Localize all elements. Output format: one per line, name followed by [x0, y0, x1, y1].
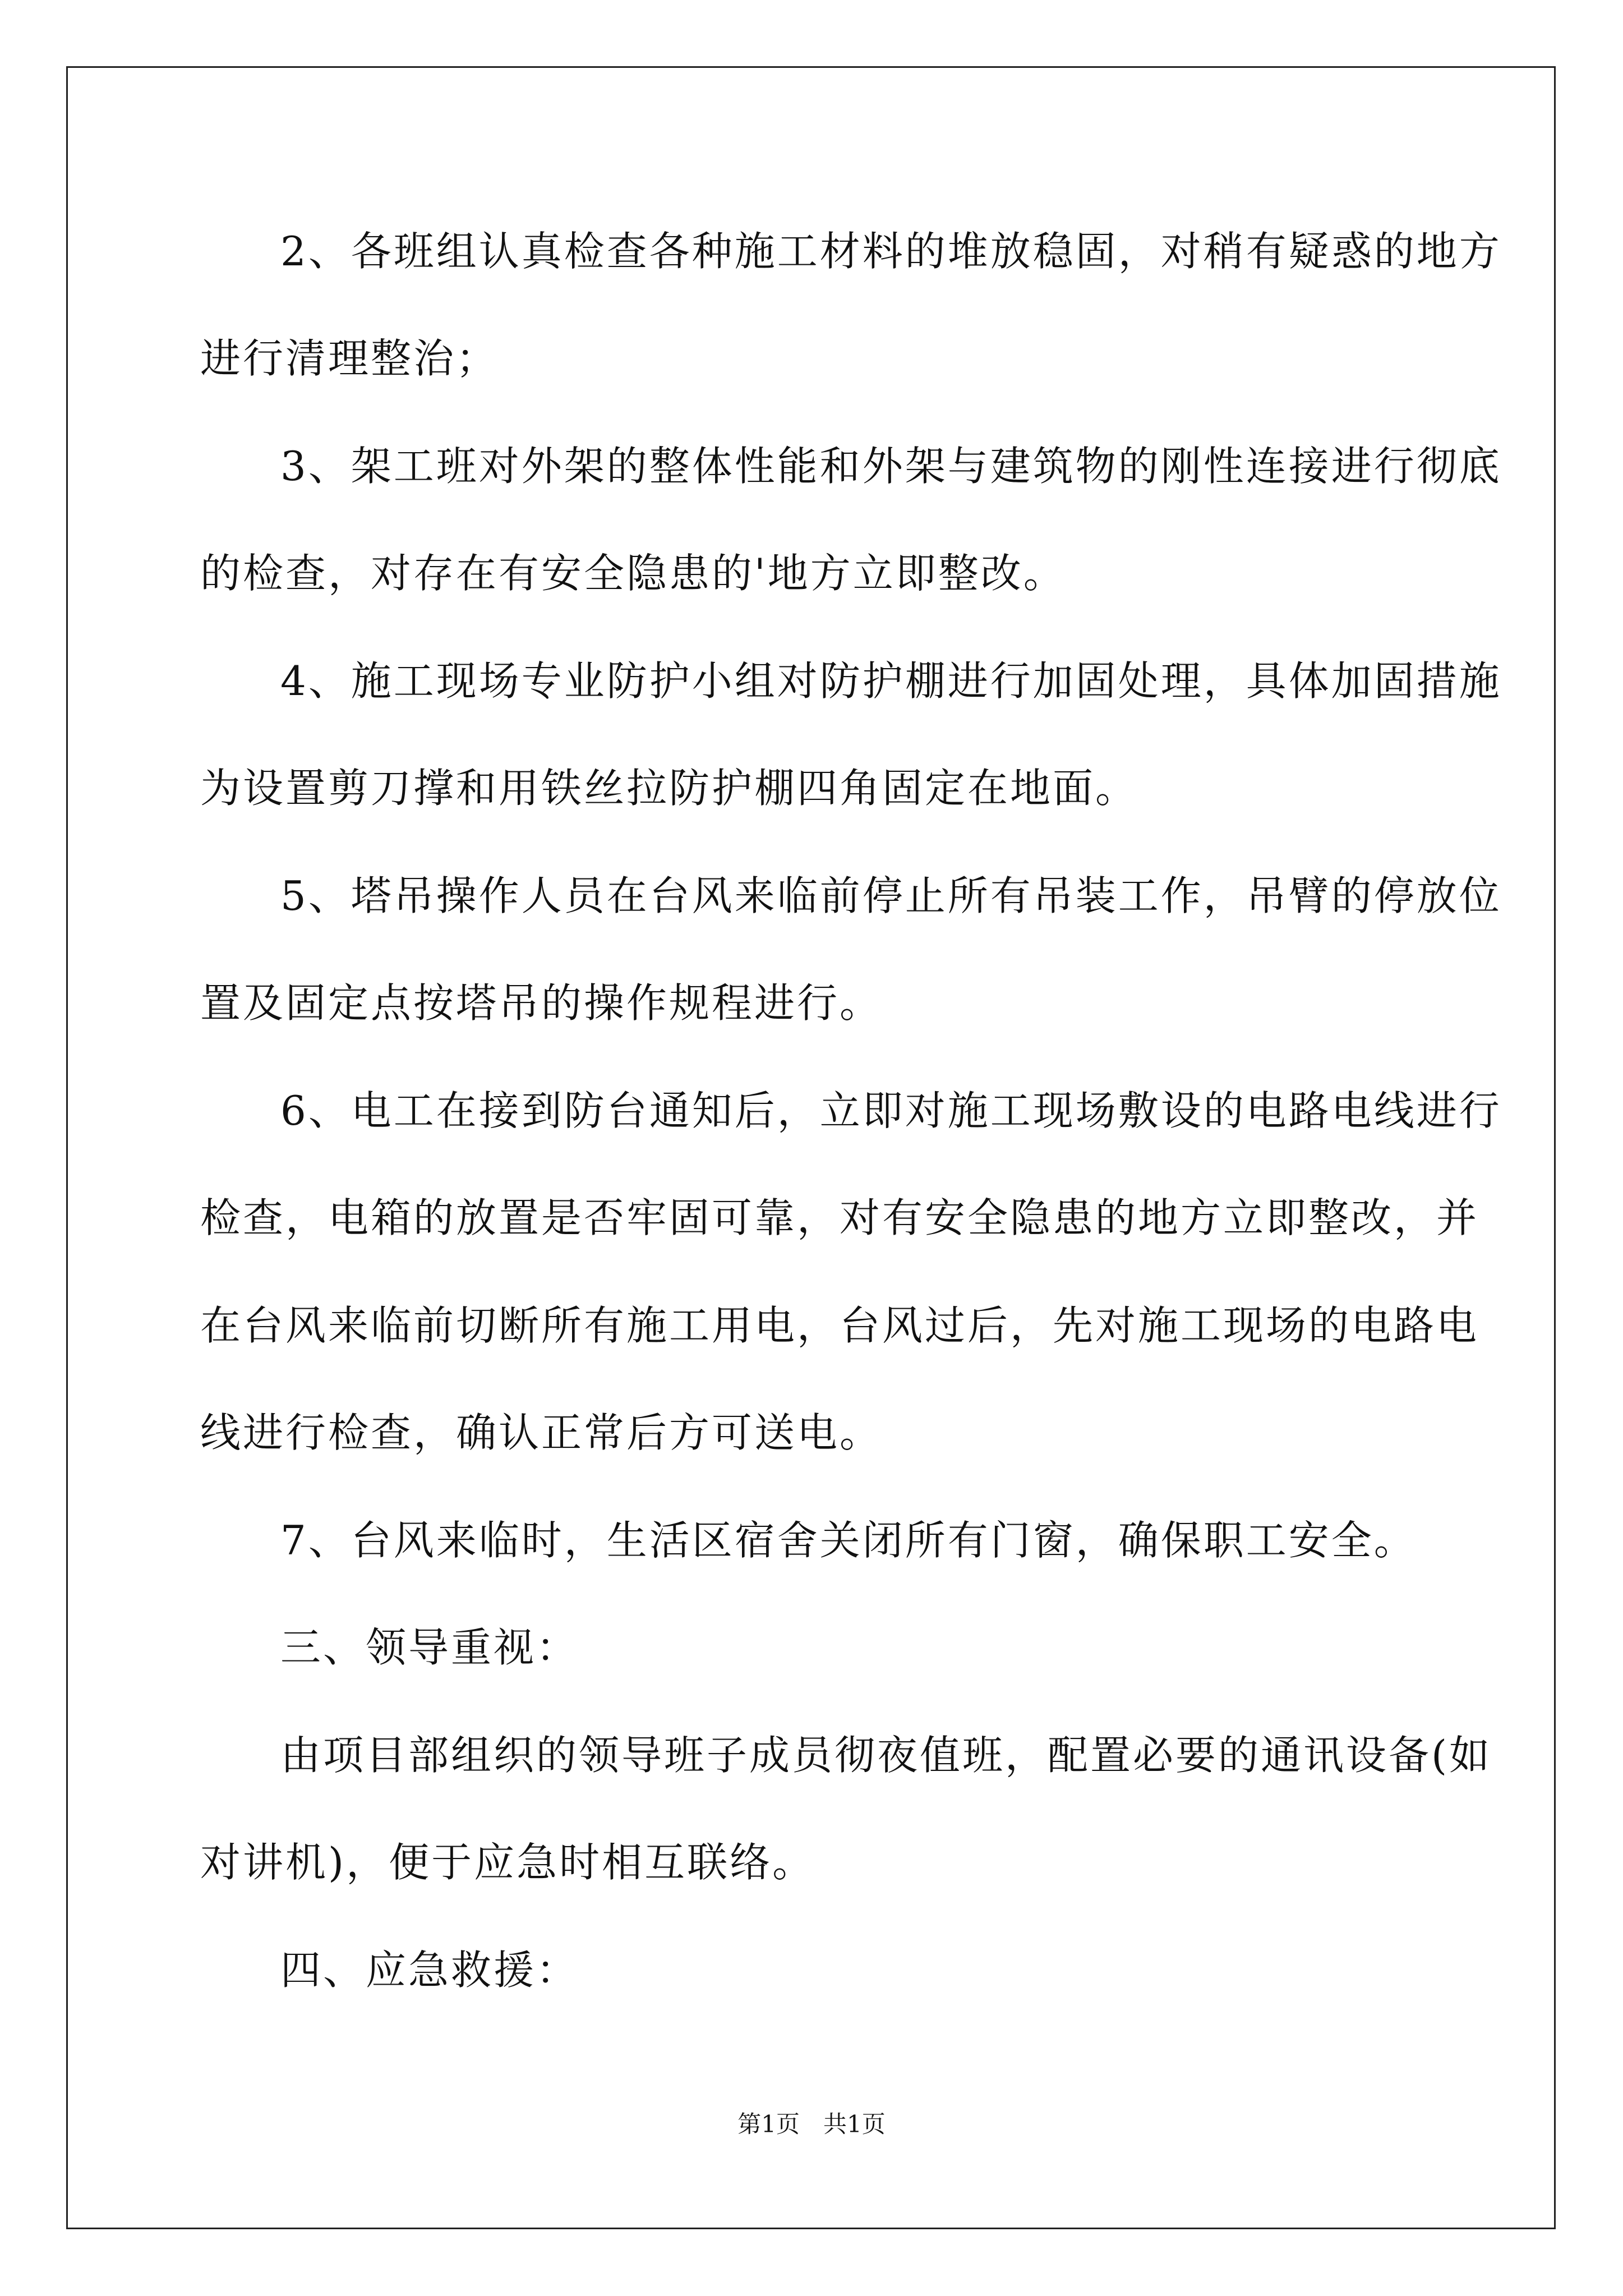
- text-line: 7、台风来临时，生活区宿舍关闭所有门窗，确保职工安全。: [280, 1517, 1417, 1564]
- text-line: 对讲机)，便于应急时相互联络。: [200, 1839, 815, 1886]
- text-line: 3、架工班对外架的整体性能和外架与建筑物的刚性连接进行彻底: [280, 443, 1502, 490]
- page-number: 第1页 共1页: [737, 2110, 886, 2138]
- text-line: 检查，电箱的放置是否牢固可靠，对有安全隐患的地方立即整改，并: [200, 1194, 1479, 1241]
- text-line: 4、施工现场专业防护小组对防护棚进行加固处理，具体加固措施: [280, 657, 1502, 705]
- section-heading: 四、应急救援：: [280, 1947, 579, 1994]
- text-line: 5、塔吊操作人员在台风来临前停止所有吊装工作，吊臂的停放位: [280, 872, 1502, 919]
- text-line: 置及固定点按塔吊的操作规程进行。: [200, 979, 883, 1027]
- page-border: [66, 66, 1556, 2229]
- text-line: 为设置剪刀撑和用铁丝拉防护棚四角固定在地面。: [200, 765, 1138, 812]
- text-line: 2、各班组认真检查各种施工材料的堆放稳固，对稍有疑惑的地方: [280, 228, 1502, 275]
- text-line: 6、电工在接到防台通知后，立即对施工现场敷设的电路电线进行: [280, 1087, 1502, 1134]
- text-line: 由项目部组织的领导班子成员彻夜值班，配置必要的通讯设备(如: [280, 1732, 1492, 1779]
- text-line: 在台风来临前切断所有施工用电，台风过后，先对施工现场的电路电: [200, 1302, 1479, 1349]
- section-heading: 三、领导重视：: [280, 1624, 579, 1671]
- text-line: 的检查，对存在有安全隐患的'地方立即整改。: [200, 550, 1066, 597]
- text-line: 线进行检查，确认正常后方可送电。: [200, 1409, 883, 1456]
- text-line: 进行清理整治；: [200, 335, 499, 382]
